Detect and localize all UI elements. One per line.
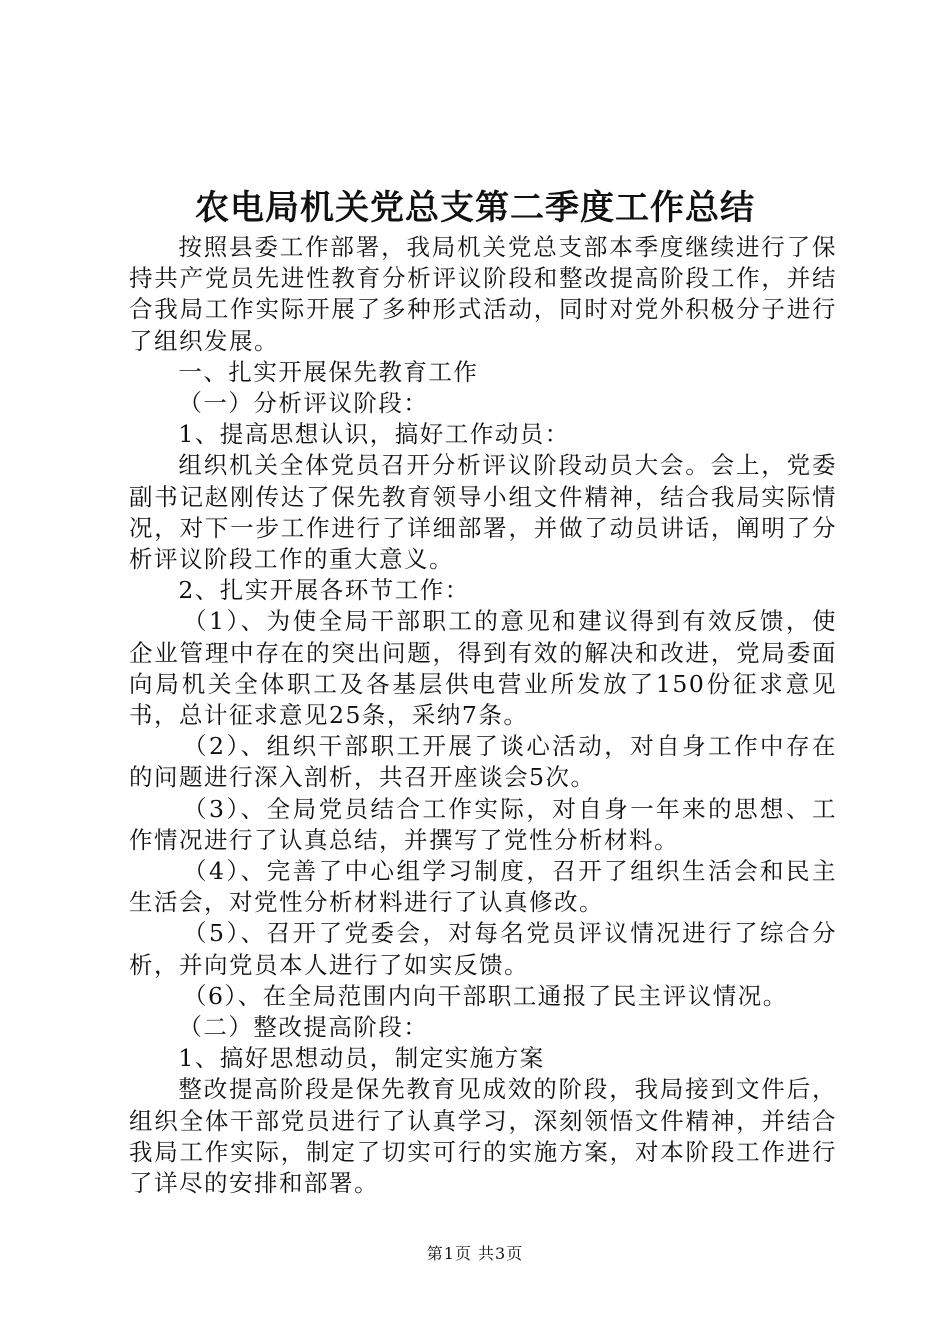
list-item: （3）、全局党员结合工作实际，对自身一年来的思想、工作情况进行了认真总结，并撰写了党性分析材料。 xyxy=(129,794,837,854)
item-heading: 1、搞好思想动员，制定实施方案 xyxy=(178,1044,545,1073)
section-heading: 一、扎实开展保先教育工作 xyxy=(178,357,479,386)
document-title: 农电局机关党总支第二季度工作总结 xyxy=(195,188,755,228)
document-body xyxy=(129,232,837,1199)
body-paragraph: 组织机关全体党员召开分析评议阶段动员大会。会上，党委副书记赵刚传达了保先教育领导小组文件精神，结合我局实际情况，对下一步工作进行了详细部署，并做了动员讲话，阐明了分析评议阶段工作的重大意义。 xyxy=(129,451,837,574)
list-item: （6）、在全局范围内向干部职工通报了民主评议情况。 xyxy=(183,981,788,1010)
list-item: （2）、组织干部职工开展了谈心活动，对自身工作中存在的问题进行深入剖析，共召开座谈会5次。 xyxy=(129,732,837,792)
item-heading: 1、提高思想认识，搞好工作动员： xyxy=(178,420,570,449)
item-heading: 2、扎实开展各环节工作： xyxy=(178,576,470,605)
list-item: （1）、为使全局干部职工的意见和建议得到有效反馈，使企业管理中存在的突出问题，得到有效的解决和改进，党局委面向局机关全体职工及各基层供电营业所发放了150份征求意见书，总计征求意见25条，采纳7条。 xyxy=(129,607,837,730)
list-item: （5）、召开了党委会，对每名党员评议情况进行了综合分析，并向党员本人进行了如实反馈。 xyxy=(129,919,837,979)
subsection-heading: （二）整改提高阶段： xyxy=(178,1013,429,1042)
page-footer: 第1页 共3页 xyxy=(426,1244,524,1263)
list-item: （4）、完善了中心组学习制度，召开了组织生活会和民主生活会，对党性分析材料进行了认真修改。 xyxy=(129,857,837,917)
body-paragraph: 整改提高阶段是保先教育见成效的阶段，我局接到文件后，组织全体干部党员进行了认真学习，深刻领悟文件精神，并结合我局工作实际，制定了切实可行的实施方案，对本阶段工作进行了详尽的安排和部署。 xyxy=(129,1075,837,1198)
subsection-heading: （一）分析评议阶段： xyxy=(178,389,429,418)
intro-paragraph: 按照县委工作部署，我局机关党总支部本季度继续进行了保持共产党员先进性教育分析评议阶段和整改提高阶段工作，并结合我局工作实际开展了多种形式活动，同时对党外积极分子进行了组织发展。 xyxy=(129,233,837,355)
